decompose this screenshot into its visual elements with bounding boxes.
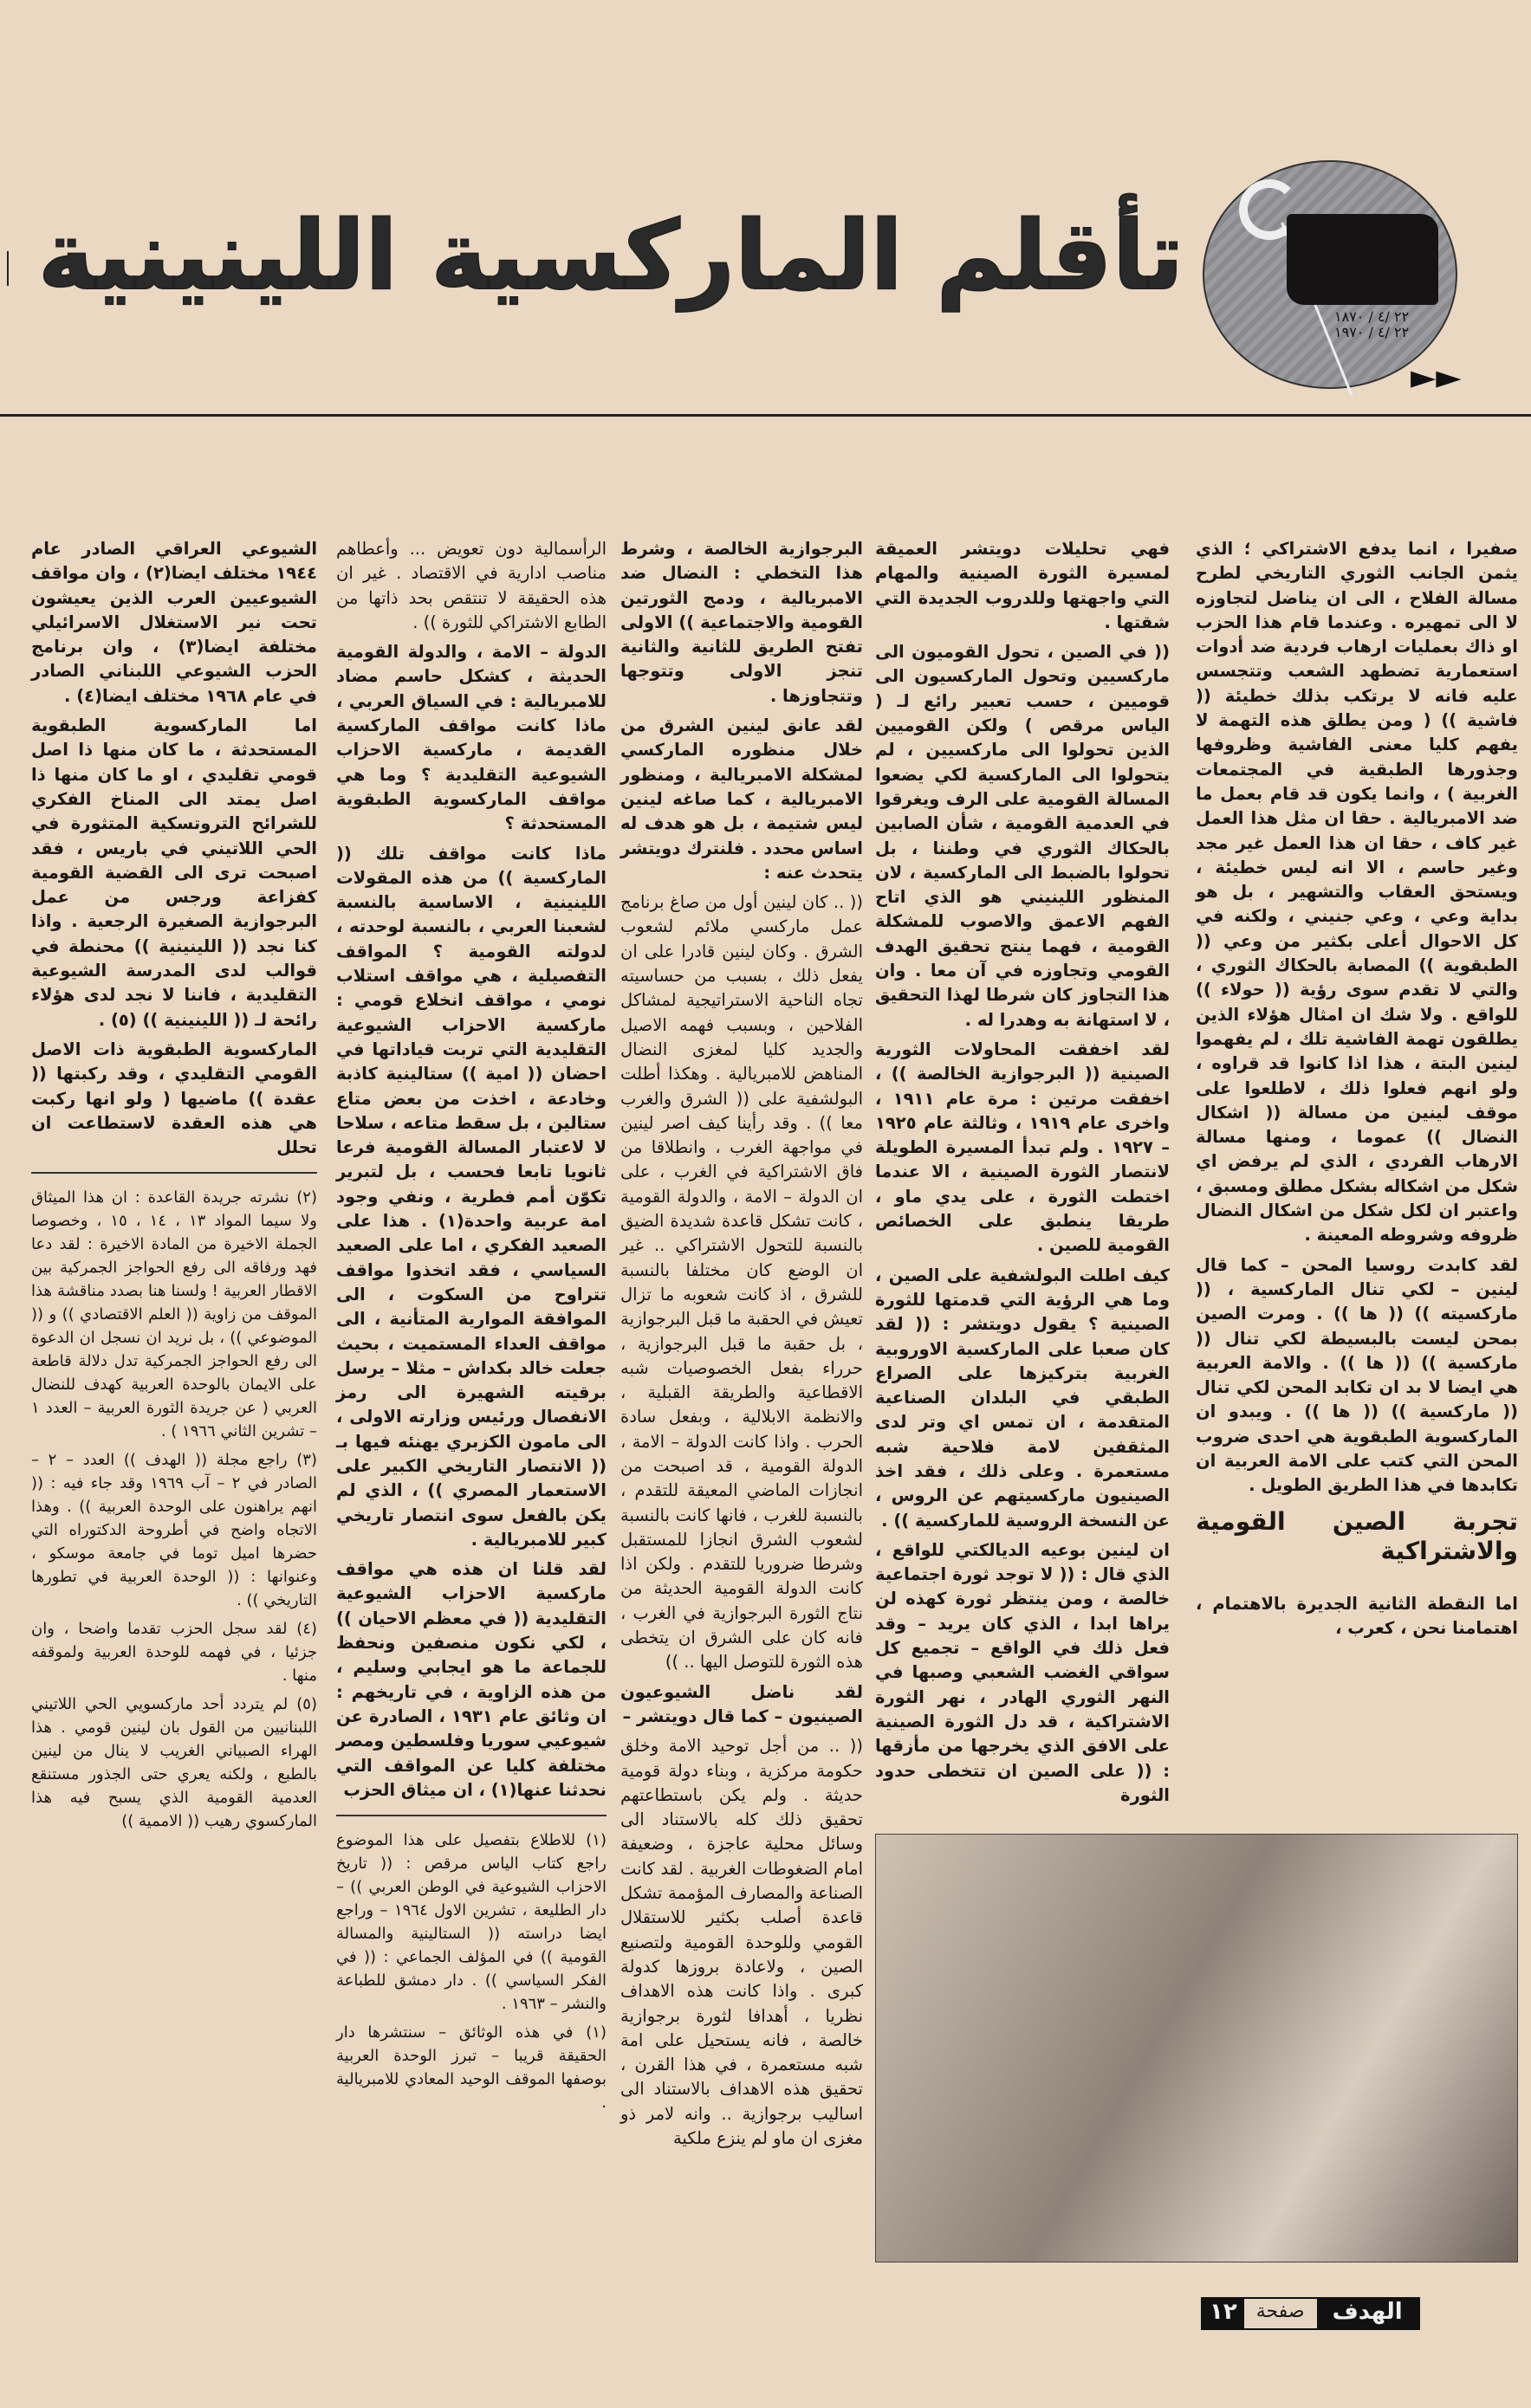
lenin-anniversary-emblem: [1203, 160, 1457, 389]
magazine-logo: الهدف: [1317, 2299, 1418, 2328]
paragraph: كيف اطلت البولشفية على الصين ، وما هي الرؤية التي قدمتها للثورة الصينية ؟ يقول دويتشر : (( لقد كان صعبا على الماركسية الاوروبية الغربية بتركيزها على الصراع الطبقي في البلدان الصناعية المتقدمة ، ان تمس اي وتر لدى المثقفين لامة فلاحية شبه مستعمرة . وعلى ذلك ، فقد اخذ الصينيون ماركسيتهم عن الروس ، عن النسخة الروسية للماركسية )) .: [875, 1265, 1170, 1531]
paragraph: ان لينين بوعيه الديالكتي للواقع ، الذي قال : (( لا توجد ثورة اجتماعية خالصة ، ومن ينتظر ثورة كهذه لن يراها ابدا ، الذي كان يريد – وقد فعل ذلك في الواقع – تجميع كل سواقي الغضب الشعبي وصبها في النهر الثوري الهادر ، نهر الثورة الاشتراكية ، قد دل الثورة الصينية على الافق الذي يخرجها من مأزقها : (( على الصين ان تتخطى حدود الثورة: [875, 1539, 1170, 1805]
footnote: (٣) راجع مجلة (( الهدف )) العدد – ٢ – الصادر في ٢ – آب ١٩٦٩ وقد جاء فيه : (( انهم يراهنون على الوحدة العربية )) . وهذا الاتجاه واضح في أطروحة الدكتوراه التي حضرها اميل توما في جامعة موسكو ، وعنوانها : (( الوحدة العربية في تطورها التاريخي )) .: [31, 1451, 317, 1610]
paragraph: اما النقطة الثانية الجديرة بالاهتمام ، اهتمامنا نحن ، كعرب ،: [1196, 1593, 1518, 1638]
paragraph: لقد اخفقت المحاولات الثورية الصينية (( البرجوازية الخالصة )) ، اخفقت مرتين : مرة عام ١٩١١ ، واخرى عام ١٩١٩ ، وثالثة عام ١٩٢٥ – ١٩٢٧ . ولم تبدأ المسيرة الطويلة لانتصار الثورة الصينية ، الا عندما اختطت الثورة ، على يدي ماو ، طريقا ينطبق على الخصائص القومية للصين .: [875, 1039, 1170, 1256]
date-1970: ٢٢ /٤ / ١٩٧٠: [1334, 324, 1410, 340]
paragraph: الماركسوية الطبقوية ذات الاصل القومي التقليدي ، وقد ركبتها (( عقدة )) ماضيها ( ولو انها ركبت هي هذه العقدة لاستطاعت ان تحلل: [31, 1039, 317, 1158]
footnote: (٢) نشرته جريدة القاعدة : ان هذا الميثاق ولا سيما المواد ١٣ ، ١٤ ، ١٥ ، وخصوصا الجملة الاخيرة من المادة الاخيرة : لقد دعا فهد ورفاقه الى رفع الحواجز الجمركية بين الاقطار العربية ! ولسنا هنا بصدد مناقشة هذا الموقف من زاوية (( العلم الاقتصادي )) و (( الموضوعي )) ، بل نريد ان نسجل ان الدعوة الى رفع الحواجز الجمركية تدل دلالة قاطعة على الايمان بالوحدة العربية كهدف للنضال العربي ( عن جريدة الثورة العربية – العدد ١ – تشرين الثاني ١٩٦٦ ) .: [31, 1188, 317, 1441]
page-footer: [1201, 2297, 1420, 2330]
paragraph: ماذا كانت مواقف تلك (( الماركسية )) من هذه المقولات اللينينية ، الاساسية بالنسبة لشعبنا العربي ، بالنسبة لوحدته ، لدولته القومية ؟ المواقف التفصيلية ، هي مواقف استلاب نومي ، مواقف انخلاع قومي : ماركسية الاحزاب الشيوعية التقليدية التي تربت قياداتها في احضان (( امية )) ستالينية كاذبة وخادعة ، اخذت من بعض متاع ستالين ، بل سقط متاعه ، سلاحا لا لاعتبار المسالة القومية فرعا ثانويا تابعا فحسب ، بل لتبرير تكوّن أمم فطرية ، ونفي وجود امة عربية واحدة(١) . هذا على الصعيد الفكري ، اما على الصعيد السياسي ، فقد اتخذوا مواقف تتراوح من السكوت ، الى الموافقة الموارية المتأنية ، الى مواقف العداء المستميت ، بحيث جعلت خالد بكداش – مثلا – يرسل برقيته الشهيرة الى رمز الانفصال ورئيس وزارته الاولى ، الى مامون الكزبري يهنئه فيها بـ (( الانتصار التاريخي الكبير على الاستعمار المصري )) ، الذي لم يكن بالفعل سوى انتصار تاريخي كبير للامبريالية .: [336, 843, 607, 1550]
right-columns: [875, 537, 1518, 1813]
footnote: (١) للاطلاع بتفصيل على هذا الموضوع راجع كتاب الياس مرقص : (( تاريخ الاحزاب الشيوعية في الوطن العربي )) – دار الطليعة ، تشرين الاول ١٩٦٤ – وراجع ايضا دراسته (( الستالينية والمسالة القومية )) في المؤلف الجماعي : (( في الفكر السياسي )) . دار دمشق للطباعة والنشر – ١٩٦٣ .: [336, 1831, 607, 2014]
margin-mark: [0, 251, 9, 286]
column-5: [31, 537, 317, 1838]
header-divider: [0, 414, 1531, 417]
illustration-lenin-with-workers: [875, 1834, 1518, 2262]
column-1: [1196, 537, 1518, 1646]
paragraph: الشيوعي العراقي الصادر عام ١٩٤٤ مختلف ايضا(٢) ، وان مواقف الشيوعيين العرب الذين يعيشون تحت نير الاستغلال الاسرائيلي مختلفة ايضا(٣) ، وان برنامج الحزب الشيوعي اللبناني الصادر في عام ١٩٦٨ مختلف ايضا(٤) .: [31, 539, 317, 706]
double-arrow-icon: ►►: [1411, 358, 1462, 396]
red-flag-with-lenin: [1287, 214, 1438, 305]
footnote: (٤) لقد سجل الحزب تقدما واضحا ، وان جزئيا ، في فهمه للوحدة العربية ولموقفه منها .: [31, 1620, 317, 1686]
quote: (( .. من أجل توحيد الامة وخلق حكومة مركزية ، وبناء دولة قومية حديثة . ولم يكن باستطاعتهم تحقيق ذلك كله بالاستناد الى وسائل محلية عاجزة ، وضعيفة امام الضغوطات الغربية . لقد كانت الصناعة والمصارف المؤممة تشكل قاعدة أصلب بكثير للاستقلال القومي وللوحدة القومية ولتصنيع الصين ، ولاعادة بروزها كدولة كبرى . واذا كانت هذه الاهداف نظريا ، أهدافا لثورة برجوازية خالصة ، فانه يستحيل على امة شبه مستعمرة ، في هذا القرن ، تحقيق هذه الاهداف بالاستناد الى اساليب برجوازية .. وانه لامر ذو مغزى ان ماو لم ينزع ملكية: [620, 1736, 863, 2148]
paragraph: فهي تحليلات دويتشر العميقة لمسيرة الثورة الصينية والمهام التي واجهتها وللدروب الجديدة التي شقتها .: [875, 539, 1170, 632]
page-label: صفحة: [1244, 2299, 1317, 2328]
footnote-divider: [31, 1172, 317, 1174]
paragraph: (( في الصين ، تحول القوميون الى ماركسيين وتحول الماركسيون الى قوميين ، حسب تعبير رائع لـ ( الياس مرقص ) ولكن القوميين الذين تحولوا الى ماركسيين ، لم يتحولوا الى الماركسية لكي يضعوا المسالة القومية على الرف ويغرقوا في العدمية القومية ، شأن الصابين بالحكاك الثوري في وطننا ، بل تحولوا بالضبط الى الماركسية ، لان المنظور اللينيني هو الذي اتاح الفهم الاعمق والاصوب للمشكلة القومية ، فهما ينتج تحقيق الهدف القومي وتجاوزه في آن معا . وان هذا التجاوز كان شرطا لهذا التحقيق ، لا استهانة به وهدرا له .: [875, 642, 1170, 1030]
article-title: تأقلم الماركسية اللينينية: [37, 200, 1184, 311]
date-1870: ٢٢ /٤ / ١٨٧٠: [1334, 308, 1410, 325]
footnote: (٥) لم يتردد أحد ماركسويي الحي اللاتيني اللبنانيين من القول بان لينين قومي . هذا الهراء الصبياني الغريب لا ينال من لينين بالطبع ، ولكنه يعري حتى الجذور مستنقع العدمية القومية الذي يسبح فيه هذا الماركسوي رهيب (( الاممية )): [31, 1695, 317, 1831]
paragraph: لقد كابدت روسيا المحن – كما قال لينين – لكي تنال الماركسية ، (( ماركسيته )) (( ها )) . ومرت الصين بمحن ليست بالبسيطة لكي تنال (( ماركسية )) (( ها )) . والامة العربية هي ايضا لا بد ان تكابد المحن لكي تنال (( ماركسية )) (( ها )) . ويبدو ان الماركسوية الطبقوية هي احدى ضروب المحن التي كتب على الامة العربية ان تكابدها في هذا الطريق الطويل .: [1196, 1254, 1518, 1496]
paragraph: الدولة – الامة ، والدولة القومية الحديثة ، كشكل حاسم مضاد للامبريالية : في السياق العربي ، ماذا كانت مواقف الماركسية القديمة ، ماركسية الاحزاب الشيوعية التقليدية ؟ وما هي مواقف الماركسوية الطبقوية المستحدثة ؟: [336, 642, 607, 834]
paragraph: صفيرا ، انما يدفع الاشتراكي ؛ الذي يثمن الجانب الثوري التاريخي لطرح مسالة الفلاح ، الى ان يناضل لتجاوزه لا الى تمهيره . وعندما قام هذا الحزب او ذاك بعمليات ارهاب فردية ضد أدوات استعمارية تضطهد الشعب وتتجسس عليه فانه لا يرتكب بذلك خطيئة (( فاشية )) ( ومن يطلق هذه التهمة لا يفهم كليا معنى الفاشية وظروفها وجذورها الطبقية في المجتمعات الغربية ) ، وانما يكون قد قام بعمل ما ضد الامبريالية . حقا ان مثل هذا العمل غير كاف ، حقا ان هذا العمل غير مجد وغير حاسم ، الا انه ليس خطيئة ، ويستحق العقاب والتشهير ، بل هو بداية وعي ، وعي جنيني ، ولكنه في كل الاحوال أعلى بكثير من وعي (( الطبقوية )) المصابة بالحكاك الثوري ، والتي لا تقدم سوى رؤية (( حولاء )) للواقع . ولا شك ان امثال هؤلاء الذين يطلقون تهمة الفاشية تلك ، لم يفهموا لينين البتة ، هذا اذا كانوا قد قراوه ، ولو انهم فعلوا ذلك ، لاطلعوا على موقف لينين من مسالة (( اشكال النضال )) عموما ، ومنها مسالة الارهاب الفردي ، الذي لم يرفض اي شكل من اشكاله بشكل مطلق ومسبق ، واعتبر ان لكل شكل من اشكال النضال ظروفه وشروطه المعينة .: [1196, 539, 1518, 1246]
paragraph: لقد عانق لينين الشرق من خلال منظوره الماركسي لمشكلة الامبريالية ، ومنظور الامبريالية ، كما صاغه لينين ليس شتيمة ، بل هو هدف له اساس محدد . فلنترك دويتشر يتحدث عنه :: [620, 715, 863, 883]
footnote: (١) في هذه الوثائق – سنتشرها دار الحقيقة قريبا – تبرز الوحدة العربية بوصفها الموقف الوحيد المعادي للامبريالية .: [336, 2023, 607, 2113]
column-2: [875, 537, 1170, 1813]
column-3: [620, 537, 863, 2156]
page-number: ١٢: [1203, 2299, 1244, 2328]
footnote-divider: [336, 1815, 607, 1816]
paragraph: البرجوازية الخالصة ، وشرط هذا التخطي : النضال ضد الامبريالية ، ودمج الثورتين القومية والاجتماعية )) الاولى تفتح الطريق للثانية والثانية تنجز الاولى وتتوجها وتتجاوزها .: [620, 539, 863, 706]
paragraph: اما الماركسوية الطبقوية المستحدثة ، ما كان منها ذا اصل قومي تقليدي ، او ما كان منها ذا اصل يمتد الى المناخ الفكري للشرائح التروتسكية المتثورة في الحي اللاتيني في باريس ، فقد اصبحت ترى الى القضية القومية كفزاعة ورجس من عمل البرجوازية الصغيرة الرجعية . واذا كنا نجد (( اللينينية )) محنطة في قوالب لدى المدرسة الشيوعية التقليدية ، فاننا لا نجد لدى هؤلاء رائحة لـ (( اللينينية )) (٥) .: [31, 715, 317, 1030]
section-heading: تجربة الصين القومية والاشتراكية: [1196, 1506, 1518, 1565]
paragraph: الرأسمالية دون تعويض ... وأعطاهم مناصب ادارية في الاقتصاد . غير ان هذه الحقيقة لا تنتقص بحد ذاتها من الطابع الاشتراكي للثورة )) .: [336, 539, 607, 632]
column-4: [336, 537, 607, 2120]
paragraph: لقد قلنا ان هذه هي مواقف ماركسية الاحزاب الشيوعية التقليدية (( في معظم الاحيان )) ، لكي نكون منصفين ونحفظ للجماعة ما هو ايجابي وسليم ، من هذه الزاوية ، في تاريخهم : ان وثائق عام ١٩٣١ ، الصادرة عن شيوعيي سوريا وفلسطين ومصر مختلفة كليا عن المواقف التي نحدثنا عنها(١) ، ان ميثاق الحزب: [336, 1559, 607, 1800]
right-block: [875, 537, 1518, 2373]
paragraph: لقد ناضل الشيوعيون الصينيون – كما قال دويتشر –: [620, 1681, 863, 1726]
quote: (( .. كان لينين أول من صاغ برنامج عمل ماركسي ملائم لشعوب الشرق . وكان لينين قادرا على ان يفعل ذلك ، بسبب من حساسيته تجاه الناحية الاستراتيجية لمشاكل الفلاحين ، وبسبب فهمه الاصيل والجديد كليا لمغزى النضال المناهض للامبريالية . وهكذا أطلت البولشفية على (( الشرق والغرب معا )) . وقد رأينا كيف اصر لينين في مواجهة الغرب ، وانطلاقا من فاق الاشتراكية في الغرب ، على ان الدولة – الامة ، والدولة القومية ، كانت تشكل قاعدة شديدة الضيق بالنسبة للتحول الاشتراكي .. غير ان الوضع كان مختلفا بالنسبة للشرق ، اذ كانت شعوبه ما تزال تعيش في الحقبة ما قبل البرجوازية ، بل حقبة ما قبل البرجوازية ، حرراء بفعل الخصوصيات شبه الاقطاعية والطريقة القبلية ، والانظمة الابلالية ، وبفعل سادة الحرب . واذا كانت الدولة – الامة ، الدولة القومية ، قد اصبحت من انجازات الماضي المعيقة للتقدم ، بالنسبة للغرب ، فانها كانت بالنسبة لشعوب الشرق انجازا للمستقبل وشرطا ضروريا للتقدم . ولكن اذا كانت الدولة القومية الحديثة من نتاج الثورة البرجوازية في الغرب ، فانه كان على الشرق ان يتخطى هذه الثورة للتوصل اليها .. )): [620, 892, 863, 1673]
emblem-dates: [1334, 309, 1409, 340]
